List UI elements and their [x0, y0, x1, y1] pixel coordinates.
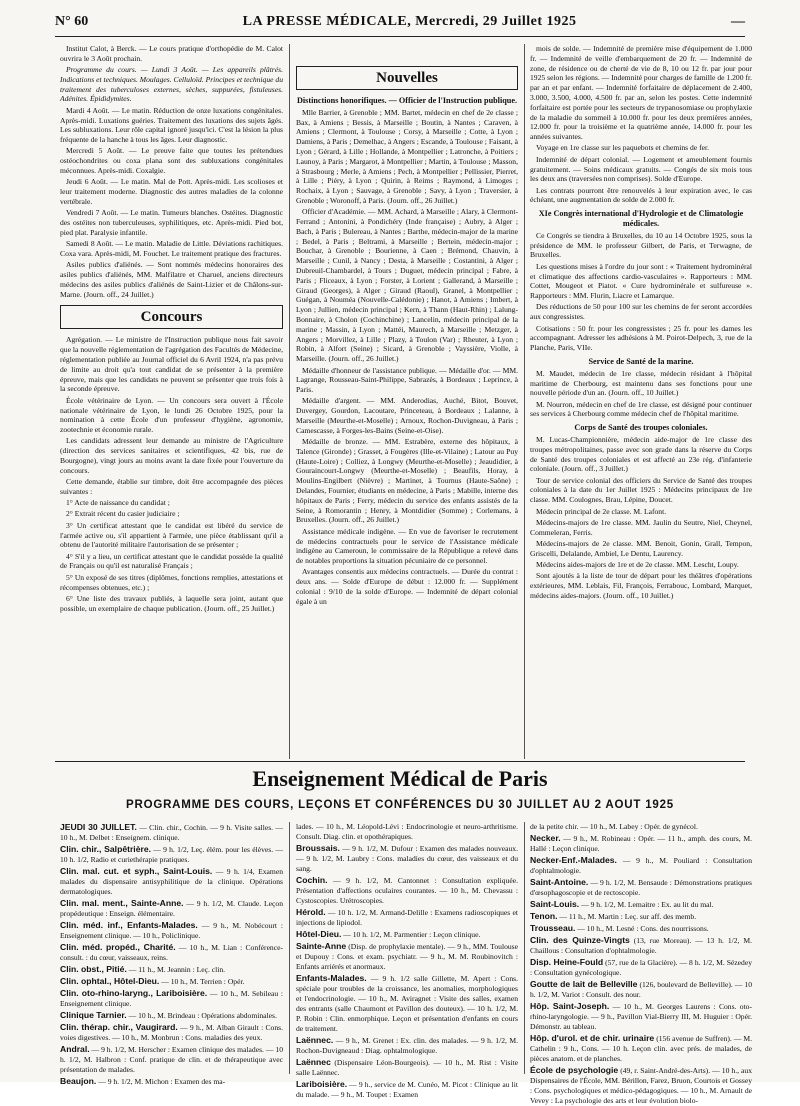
schedule-entry-heading: Clin. ophtal., Hôtel-Dieu. [60, 976, 160, 986]
paragraph: Médecin principal de 2e classe. M. Lafont. [536, 506, 667, 516]
schedule-entry-heading: Clin. oto-rhino-laryng., Lariboisière. [60, 988, 208, 998]
paragraph: Agrégation. — Le ministre de l'Instruction publique nous fait savoir que la nouvelle réglementation de l'agrégation des Facultés de Médecine, réglementation publiée au Journal officiel du 6 Avril 1924, n'a pas prévu de limite au droit qu'a tout candidat de se présenter à la première épreuve, mais que les candidats ne peuvent se présenter que trois fois à la seconde épreuve. [60, 335, 283, 394]
paragraph: Tour de service colonial des officiers du Service de Santé des troupes coloniales à la date du 1er Juillet 1925 : Médecins principaux de 1re classe. MM. Coulognes, Brau, Lépine, Doucet. [530, 475, 752, 505]
page-number: N° 60 [55, 14, 89, 29]
schedule-entry-heading: Clin. méd. inf., Enfants-Malades. [60, 920, 198, 930]
schedule-entry [530, 833, 752, 854]
schedule-entry-heading: Clin. méd. propéd., Charité. [60, 942, 176, 952]
subheading: Corps de Santé des troupes coloniales. [574, 423, 708, 433]
paragraph: Samedi 8 Août. — Le matin. Maladie de Little. Déviations rachitiques. Coxa vara. Après-midi, M. Fouchet. Le traitement pratique des fractures. [60, 239, 283, 258]
paragraph: Médaille de bronze. — MM. Estrabère, externe des hôpitaux, à Talence (Gironde) ; Grasset, à Fougères (Ille-et-Vilaine) ; Latour au Puy (Haute-Loire) ; Colliez, à Longwy (Meurthe-et-Moselle) ; Jeaudidier, à Gouraincourt-Longwy (Meurthe-et-Moselle) ; Beaufils, Horay, à Moulins-Engilbert (Nièvre) ; Martinet, à Tournus (Haute-Saône) ; Delandes, Fournier, étudiants en médecine, à Paris ; Mabille, interne des hôpitaux de Paris ; Ferry, médecin du service des enfants assistés de la Seine, à Romorantin ; Henry, à Montdidier (Somme) ; Corlemans, à Bruxelles. (Journ. off., 26 Juillet.) [296, 437, 518, 525]
schedule-entry [530, 957, 752, 978]
schedule-entry-heading: Lariboisière. [296, 1079, 348, 1089]
schedule-entry-text: — 10 h. 1/2, M. Parmentier : Leçon clinique. [341, 930, 481, 939]
schedule-entry [60, 844, 283, 865]
paragraph: Médaille d'argent. — MM. Anderodias, Auché, Bitot, Bouvet, Duvergey, Gourdon, Lacoutare, Princeteau, à Bordeaux ; Lalanne, à Marseille (Meurthe-et-Moselle) ; Arnoux, Rochon-Duvigneau, à Paris ; Camescasse, à Forges-les-Bains (Seine-et-Oise). [296, 396, 518, 435]
schedule-entry-text: — 9 h. 1/2, M. Bensaude : Démonstrations pratiques d'œsophagoscopie et de rectoscopie. [530, 878, 752, 897]
schedule-entry [296, 941, 518, 972]
schedule-entry-heading: Clin. mal. ment., Sainte-Anne. [60, 898, 184, 908]
schedule-entry [60, 822, 283, 843]
schedule-entry-text: — 9 h. 1/2 salle Gillette, M. Apert : Cons. spéciale pour troubles de la croissance, les anomalies, morphologiques et l'endocrinologie. — 10 h., M. Aviragnet : Visite des salles, examen des entrants (salle Chaumont et Pavillon des douteux). — 10 h. 1/2, M. P. Robin : Clin. enmorphique. Leçon et présentation d'enfants en cours de traitement. [296, 974, 518, 1033]
schedule-entry-heading: Sainte-Anne [296, 941, 347, 951]
schedule-entry-text: — 9 h. 1/2, M. Lemaitre : Ex. au lit du mal. [579, 900, 714, 909]
schedule-column-2 [296, 822, 518, 1099]
schedule-entry-text: — 11 h., M. Martin : Leç. sur aff. des memb. [557, 912, 697, 921]
schedule-entry [60, 988, 283, 1009]
schedule-entry-text: — 9 h. 1/2, M. Dufour : Examen des malades nouveaux. — 9 h. 1/2, M. Laubry : Cons. maladies du cœur, des vaisseaux et du sang. [296, 844, 518, 873]
schedule-entry-text: — 9 h. 1/2, Leç. élém. pour les élèves. — 10 h. 1/2, Radio et curiethérapie pratiques. [60, 845, 283, 864]
schedule-entry [530, 935, 752, 956]
running-header [55, 14, 745, 37]
paragraph: Indemnité de départ colonial. — Logement et ameublement fournis gratuitement. — Soins médicaux gratuits. — Congés de six mois tous les deux ans (traversées non comprises). Solde d'Europe. [530, 154, 752, 184]
paragraph: Ce Congrès se tiendra à Bruxelles, du 10 au 14 Octobre 1925, sous la présidence de MM. le professeur Gilbert, de Paris, et Terwagne, de Bruxelles. [530, 230, 752, 260]
schedule-entry [296, 843, 518, 874]
schedule-entry-text: — 9 h. 1/4, Examen malades du dispensaire antisyphilitique de la clinique. Opérations dermatologiques. [60, 867, 283, 896]
schedule-entry [296, 822, 518, 842]
schedule-entry [296, 929, 518, 940]
subheading: Service de Santé de la marine. [588, 356, 694, 366]
schedule-entry [60, 1010, 283, 1021]
schedule-entry-text: — 10 h., M. Sebileau : Enseignement clinique. [60, 989, 283, 1008]
schedule-entry [530, 822, 752, 832]
paragraph: Vendredi 7 Août. — Le matin. Tumeurs blanches. Ostéites. Diagnostic des ostéites non tuberculeuses, syphilitiques, etc. Après-midi. Pied bot, pied plat. Paralysie infantile. [60, 208, 283, 237]
schedule-entry-text: — 9 h., M. Pouliard : Consultation d'ophtalmologie. [530, 856, 752, 875]
schedule-entry-text: — 9 h., M. Grenet : Ex. clin. des malades. — 9 h. 1/2, M. Rochon-Duvigneaud : Diag. ophtalmologique. [296, 1036, 518, 1055]
schedule-entry [530, 899, 752, 910]
paragraph: Médecins-majors de 1re classe. MM. Jaulin du Seutre, Niel, Cheynel, Commeleran, Ferris. [530, 517, 752, 537]
column-3 [530, 44, 752, 759]
schedule-entry-text: (49, r. Saint-André-des-Arts). — 10 h., aux Dispensaires de l'École, MM. Bérillon, Farez, Bruon, Courtois et Gossey : Cons. psychologiques et médico-pédagogiques. — 10 h., M. Arnault de Vevey : La psychologie des arts et leur évolution biolo- [530, 1066, 752, 1105]
paragraph: Les candidats adressent leur demande au ministre de l'Agriculture (direction des services sanitaires et scientifiques, 42 bis, rue de Bourgogne), vingt jours au moins avant la date fixée pour l'ouverture du concours. [60, 436, 283, 475]
column-1 [60, 44, 283, 759]
paragraph: mois de solde. — Indemnité de première mise d'équipement de 1.000 fr. — Indemnité de veille d'embarquement de 20 fr. — Indemnité de zone, de résidence ou de cherté de vie de 8, 10 ou 12 fr. par jour pour 1925 selon les régions. — Indemnité pour charges de famille de 1.200 fr. par an et par enfant. — Indemnité forfaitaire de déplacement de 2.400, 3.000, 3.500, 4.000, 4.500 fr. par an, selon les postes. Cette indemnité forfaitaire est portée pour les secteurs de trypanosomiase ou prophylaxie de la maladie du sommeil à 10.000 fr. pour les deux premières années, 12.000 fr. pour la troisième et la quatrième année, 14.000 fr. pour les années suivantes. [530, 44, 752, 142]
column-2 [296, 44, 518, 759]
section-heading-concours: Concours [60, 305, 283, 329]
paragraph: Les contrats pourront être renouvelés à leur expiration avec, le cas échéant, une augmentation de solde de 2.000 fr. [530, 185, 752, 205]
schedule-entry-heading: Hôtel-Dieu. [296, 929, 342, 939]
schedule-entry-heading: Hôp. d'urol. et de chir. urinaire [530, 1033, 655, 1043]
paragraph: Les questions mises à l'ordre du jour sont : « Traitement hydrominéral et climatique des affections cardio-vasculaires ». Rapporteurs : MM. Cottet, Mougeot et Piatot. « Cure hydrominérale et sulfureuse ». Rapporteurs : MM. Flurin, Liacre et Lamarque. [530, 261, 752, 301]
list-item: 4° S'il y a lieu, un certificat attestant que le candidat possède la qualité de Français ou qu'il est naturalisé Français ; [60, 551, 283, 571]
schedule-entry-heading: Trousseau. [530, 923, 576, 933]
schedule-entry-text: — 9 h. 1/2, M. Claude. Leçon propédeutique : Enseign. élémentaire. [60, 899, 283, 918]
column-divider [524, 44, 525, 759]
paragraph: Programme du cours. — Lundi 3 Août. — Les appareils plâtrés. Indications et techniques. Moulages. Celluloïd. Principes et technique du traitement des tuberculoses externes, sèches, suppurées, fistuleuses. Adénites. Épididymites. [60, 65, 283, 104]
schedule-entry-heading: Hôp. Saint-Joseph. [530, 1001, 610, 1011]
schedule-entry [296, 907, 518, 928]
schedule-entry-heading: JEUDI 30 JUILLET. [60, 822, 137, 832]
schedule-entry-heading: Goutte de lait de Belleville [530, 979, 638, 989]
schedule-entry [530, 877, 752, 898]
section-divider [55, 761, 745, 762]
paragraph: Cette demande, établie sur timbre, doit être accompagnée des pièces suivantes : [60, 477, 283, 496]
schedule-entry [530, 1033, 752, 1064]
paragraph: M. Lucas-Championnière, médecin aide-major de 1re classe des troupes métropolitaines, passe avec son grade dans la réserve du Corps de Santé des troupes coloniales et est affecté au 23e rég. d'infanterie coloniale. (Journ. off., 3 Juillet.) [530, 434, 752, 474]
schedule-entry-text: — 9 h. 1/2, M. Cantonnet : Consultation expliquée. Présentation d'affections oculaires courantes. — 10 h., M. Chevassu : Cystoscopies. Urétroscopies. [296, 876, 518, 905]
list-item: 6° Une liste des travaux publiés, à laquelle sera joint, autant que possible, un exemplaire de chaque publication. (Journ. off., 25 Juillet.) [60, 593, 283, 613]
section-heading-nouvelles: Nouvelles [296, 66, 518, 90]
schedule-entry [530, 1065, 752, 1106]
column-divider [289, 44, 290, 759]
schedule-entry-text: (13, rue Moreau). — 13 h. 1/2, M. Chaillous : Consultation d'ophtalmologie. [530, 936, 752, 955]
schedule-entry-heading: Beaujon. [60, 1076, 97, 1086]
schedule-entry-heading: Clinique Tarnier. [60, 1010, 127, 1020]
schedule-entry-text: (Disp. de prophylaxie mentale). — 9 h., MM. Toulouse et Dupouy : Cons. et exam. psychiatr. — 9 h., M. M. Roubinovitch : Enfants arriérés et anormaux. [296, 942, 518, 971]
section-subtitle: PROGRAMME DES COURS, LEÇONS ET CONFÉRENCES DU 30 JUILLET AU 2 AOUT 1925 [126, 799, 674, 811]
header-dash: — [730, 14, 745, 29]
schedule-entry-text: — 10 h., M. Lesné : Cons. des nourrissons. [575, 924, 709, 933]
paragraph: Avantages consentis aux médecins contractuels. — Durée du contrat : deux ans. — Solde d'Europe de début : 12.000 fr. — Supplément colonial : 9/10 de la solde d'Europe. — Indemnité de départ colonial égale à un [296, 567, 518, 606]
schedule-entry [296, 973, 518, 1034]
schedule-column-3 [530, 822, 752, 1105]
schedule-entry-text: de la petite chir. — 10 h., M. Labey : Opér. de gynécol. [530, 822, 698, 831]
schedule-entry-text: — 9 h., M. Nobécourt : Enseignement clinique. — 10 h., Policlinique. [60, 921, 283, 940]
schedule-entry [530, 1001, 752, 1032]
paragraph: Jeudi 6 Août. — Le matin. Mal de Pott. Après-midi. Les scolioses et leur traitement moderne. Diagnostic des autres maladies de la colonne vertébrale. [60, 177, 283, 206]
schedule-entry-heading: Necker-Enf.-Malades. [530, 855, 617, 865]
schedule-entry [60, 964, 283, 975]
subheading: Distinctions honorifiques. — Officier de l'Instruction publique. [296, 96, 518, 105]
schedule-entry-text: — 10 h., M. Lian : Conférence-consult. : du cœur, vaisseaux, reins. [60, 943, 283, 962]
paragraph: Mlle Barrier, à Grenoble ; MM. Bartet, médecin en chef de 2e classe ; Bax, à Amiens ; Bessis, à Marseille ; Boutin, à Nantes ; Caraven, à Amiens ; Clermont, à Toulouse ; Corsy, à Marseille ; Cotte, à Lyon ; Damiens, à Paris ; Demelhac, à Angers ; Escande, à Toulouse ; Faisant, à Lyon ; Gérard, à Lille ; Hollande, à Montpellier ; Latronche, à Poitiers ; Launoy, à Paris ; Margarot, à Montpellier ; Martin, à Toulouse ; Masson, à Strasbourg ; Merle, à Amiens ; Pech, à Montpellier ; Pellissier, Pierret, à Lille ; Piéry, à Lyon ; Quirin, à Reims ; Raymond, à Limoges ; Rochaix, à Lyon ; Sauvage, à Grenoble ; Savy, à Lyon ; Traversier, à Grenoble ; Woronoff, à Paris. (Journ. off., 26 Juillet.) [296, 107, 518, 205]
schedule-entry-text: (Dispensaire Léon-Bourgeois). — 10 h., M. Rist : Visite salle Laënnec. [296, 1058, 518, 1077]
column-divider [524, 822, 525, 1074]
schedule-entry [296, 1057, 518, 1078]
journal-title: LA PRESSE MÉDICALE, Mercredi, 29 Juillet 1925 [242, 14, 577, 29]
schedule-entry [530, 911, 752, 922]
schedule-entry-heading: Clin. mal. cut. et syph., Saint-Louis. [60, 866, 213, 876]
schedule-entry-heading: Hérold. [296, 907, 326, 917]
schedule-entry-heading: Disp. Heine-Fould [530, 957, 604, 967]
schedule-entry-text: (156 avenue de Suffren). — M. Cathelin : 9 h., Cons. — 10 h. Leçon clin. avec prés. de malades, de pièces anatom. et de planches. [530, 1034, 752, 1063]
schedule-entry [530, 979, 752, 1000]
schedule-entry-heading: Broussais. [296, 843, 340, 853]
schedule-entry [530, 855, 752, 876]
paragraph: M. Nourron, médecin en chef de 1re classe, est désigné pour continuer ses services à Cherbourg comme médecin chef de l'hôpital maritime. [530, 399, 752, 419]
schedule-entry-text: — 10 h., M. Brindeau : Opérations abdominales. [126, 1011, 277, 1020]
schedule-entry [60, 976, 283, 987]
schedule-entry [60, 1022, 283, 1043]
paragraph: Voyage en 1re classe sur les paquebots et chemins de fer. [536, 143, 709, 153]
schedule-entry-heading: Necker. [530, 833, 561, 843]
schedule-entry [296, 1035, 518, 1056]
schedule-entry-text: (57, rue de la Glacière). — 8 h. 1/2, M. Sézedey : Consultation gynécologique. [530, 958, 752, 977]
schedule-entry [60, 942, 283, 963]
schedule-entry-text: — 10 h., M. Georges Laurens : Cons. oto-rhino-laryngologie. — 9 h., Pavillon Vial-Bierry III, M. Huguier : Opér. Démonstr. au tableau. [530, 1002, 752, 1031]
schedule-entry-heading: Tenon. [530, 911, 558, 921]
paragraph: École vétérinaire de Lyon. — Un concours sera ouvert à l'École nationale vétérinaire de Lyon, le lundi 26 Octobre 1925, pour la nomination à cette École d'un professeur d'hygiène, agronomie, zootechnie et économie rurale. [60, 395, 283, 435]
paragraph: Institut Calot, à Berck. — Le cours pratique d'orthopédie de M. Calot ouvrira le 3 Août prochain. [60, 44, 283, 63]
schedule-entry-text: — 11 h., M. Jeannin : Leç. clin. [126, 965, 226, 974]
schedule-entry-heading: Clin. obst., Pitié. [60, 964, 127, 974]
schedule-entry-heading: Andral. [60, 1044, 90, 1054]
paragraph: Assistance médicale indigène. — En vue de favoriser le recrutement de médecins contractuels pour le service de l'Assistance médicale indigène au Cameroun, le commissaire de la République a relevé dans de notables proportions la situation pécuniaire de ce personnel. [296, 526, 518, 566]
schedule-entry [60, 1044, 283, 1075]
schedule-entry-text: — 9 h., M. Alban Girault : Cons. voies digestives. — 10 h., M. Monbrun : Cons. maladies des yeux. [60, 1023, 283, 1042]
schedule-entry-heading: École de psychologie [530, 1065, 619, 1075]
schedule-entry-heading: Enfants-Malades. [296, 973, 367, 983]
section-title: Enseignement Médical de Paris [252, 766, 548, 791]
schedule-entry-heading: Saint-Antoine. [530, 877, 589, 887]
schedule-entry-text: — 10 h. 1/2, M. Armand-Delille : Examens radioscopiques et injections de lipiodol. [296, 908, 518, 927]
schedule-entry [530, 923, 752, 934]
list-item: 3° Un certificat attestant que le candidat est libéré du service de l'armée active ou, s'il appartient à l'armée, une pièce établissant qu'il a obtenu de l'autorité militaire l'autorisation de se présenter ; [60, 520, 283, 550]
paragraph: Médecins-majors de 2e classe. MM. Benoit, Gonin, Grall, Tempon, Griscelli, Delalande, Ambiel, Le Dentu, Laurency. [530, 538, 752, 558]
paragraph: Mercredi 5 Août. — Le preuve faite que toutes les prétendues ostéochondrites ou coxa plana sont des subluxations congénitales méconnues. Après-midi. Coxalgie. [60, 146, 283, 176]
schedule-entry-text: — 9 h. 1/2, M. Michon : Examen des ma- [96, 1077, 226, 1086]
list-item: 5° Un exposé de ses titres (diplômes, fonctions remplies, attestations et récompenses obtenues, etc.) ; [60, 572, 283, 592]
paragraph: Médecins aides-majors de 1re et de 2e classe. MM. Lescht, Loupy. [536, 560, 739, 570]
schedule-entry-text: (126, boulevard de Belleville). — 10 h. 1/2, M. Variot : Consult. des nour. [530, 980, 752, 999]
paragraph: Mardi 4 Août. — Le matin. Réduction de onze luxations congénitales. Après-midi. Luxations guéries. Traitement des luxations des sujets âgés. Les subluxations. Leur rôle capital ignoré jusqu'ici. C'est la lésion la plus fréquente de la hanche à tous les âges. Leur diagnostic. [60, 105, 283, 145]
paragraph: Cotisations : 50 fr. pour les congressistes ; 25 fr. pour les dames les accompagnant. Adresser les adhésions à M. Poirot-Delpech, 3, rue de la Planche, Paris, VIIe. [530, 323, 752, 353]
list-item: 1° Acte de naissance du candidat ; [66, 498, 170, 508]
column-divider [289, 822, 290, 1074]
paragraph: Asiles publics d'aliénés. — Sont nommés médecins honoraires des asiles publics d'aliénés, MM. Malfilatre et Charuel, anciens directeurs médecins des asiles publics d'aliénés de Saint-Lizier et de Châlons-sur-Marne. (Journ. off., 24 Juillet.) [60, 260, 283, 299]
schedule-entry [60, 898, 283, 919]
paragraph: Officier d'Académie. — MM. Achard, à Marseille ; Alary, à Clermont-Ferrand ; Antonini, à Pondichéry (Inde française) ; Aubry, à Alger ; Bach, à Paris ; Bulereau, à Nantes ; Barthe, médecin-major de la marine ; Bedel, à Paris ; Beltrami, à Marseille ; Bertein, médecin-major ; Bouchar, à Grenoble ; Bourienne, à Caen ; Brémond, Chauvin, à Marseille ; Cunil, à Nancy ; Desta, à Marseille ; Costantini, à Alger ; Dubreuil-Chambardel, à Tours ; Duguet, médecin principal ; Fabre, à Paris ; Fliceaux, à Lyon ; Forster, à Lorient ; Gallerand, à Marseille ; Giraud (Georges), à Alger ; Giraud (Raoul), Granel, à Montpellier ; Guégan, à Nouméa (Nouvelle-Calédonie) ; Hanot, à Amiens ; Imbert, à Lyon ; Jullien, médecin principal ; Kern, à Thann (Haut-Rhin) ; Lalung-Bonnaire, à Cholon (Cochinchine) ; Lancelin, médecin principal de la marine ; Massin, à Lyon ; Mattéi, Maurech, à Marseille ; Metzger, à Angers ; Morvillez, à Lille ; Plazy, à Toulon (Var) ; Rheuter, à Lyon ; Robin, à Alfort (Seine) ; Sicard, à Grenoble ; Vayssière, Violle, à Marseille. (Journ. off., 26 Juillet.) [296, 207, 518, 364]
schedule-entry [60, 1076, 283, 1087]
paragraph: M. Maudet, médecin de 1re classe, médecin résidant à l'hôpital maritime de Cherbourg, est maintenu dans ses fonctions pour une nouvelle période d'un an. (Journ. off., 10 Juillet.) [530, 368, 752, 398]
schedule-entry-text: — 10 h., M. Terrien : Opér. [159, 977, 245, 986]
schedule-entry-heading: Laënnec [296, 1057, 331, 1067]
schedule-entry-heading: Clin. thérap. chir., Vaugirard. [60, 1022, 178, 1032]
paragraph: Médaille d'honneur de l'assistance publique. — Médaille d'or. — MM. Lagrange, Rousseau-Saint-Philippe, Sabrazès, à Bordeaux ; Leprince, à Paris. [296, 365, 518, 395]
schedule-entry-heading: Clin. chir., Salpêtrière. [60, 844, 151, 854]
schedule-entry [296, 1079, 518, 1100]
paragraph: Sont ajoutés à la liste de tour de départ pour les théâtres d'opérations extérieures, MM. Leblais, Fil, François, Ferrabouc, Lombard, Marquet, médecins aides-majors. (Journ. off., 10 Juillet.) [530, 571, 752, 600]
schedule-entry-heading: Cochin. [296, 875, 328, 885]
schedule-entry-heading: Laënnec. [296, 1035, 334, 1045]
schedule-entry [296, 875, 518, 906]
paragraph: Des réductions de 50 pour 100 sur les chemins de fer seront accordées aux congressistes. [530, 302, 752, 322]
schedule-entry-text: — 9 h., service de M. Cunéo, M. Picot : Clinique au lit du malade. — 9 h., M. Toupet : Examen [296, 1080, 518, 1099]
subheading: XIe Congrès international d'Hydrologie et de Climatologie médicales. [538, 209, 744, 229]
schedule-entry-text: lades. — 10 h., M. Léopold-Lévi : Endocrinologie et neuro-arthritisme. Consult. Diag. clin. et opothérapiques. [296, 822, 518, 841]
schedule-entry-heading: Saint-Louis. [530, 899, 580, 909]
schedule-entry-text: — Clin. chir., Cochin. — 9 h. Visite salles. — 10 h., M. Delbet : Enseignem. clinique. [60, 823, 283, 842]
schedule-entry-text: — 9 h., M. Robineau : Opér. — 11 h., amph. des cours, M. Hallé : Leçon clinique. [530, 834, 752, 853]
schedule-entry-heading: Clin. des Quinze-Vingts [530, 935, 630, 945]
schedule-entry-text: — 9 h. 1/2, M. Herscher : Examen clinique des malades. — 10 h. 1/2, M. Halbron : Conf. pratique de clin. et de thérapeutique avec présentation de malades. [60, 1045, 283, 1074]
list-item: 2° Extrait récent du casier judiciaire ; [66, 509, 180, 519]
schedule-entry [60, 920, 283, 941]
schedule-entry [60, 866, 283, 897]
schedule-column-1 [60, 822, 283, 1086]
